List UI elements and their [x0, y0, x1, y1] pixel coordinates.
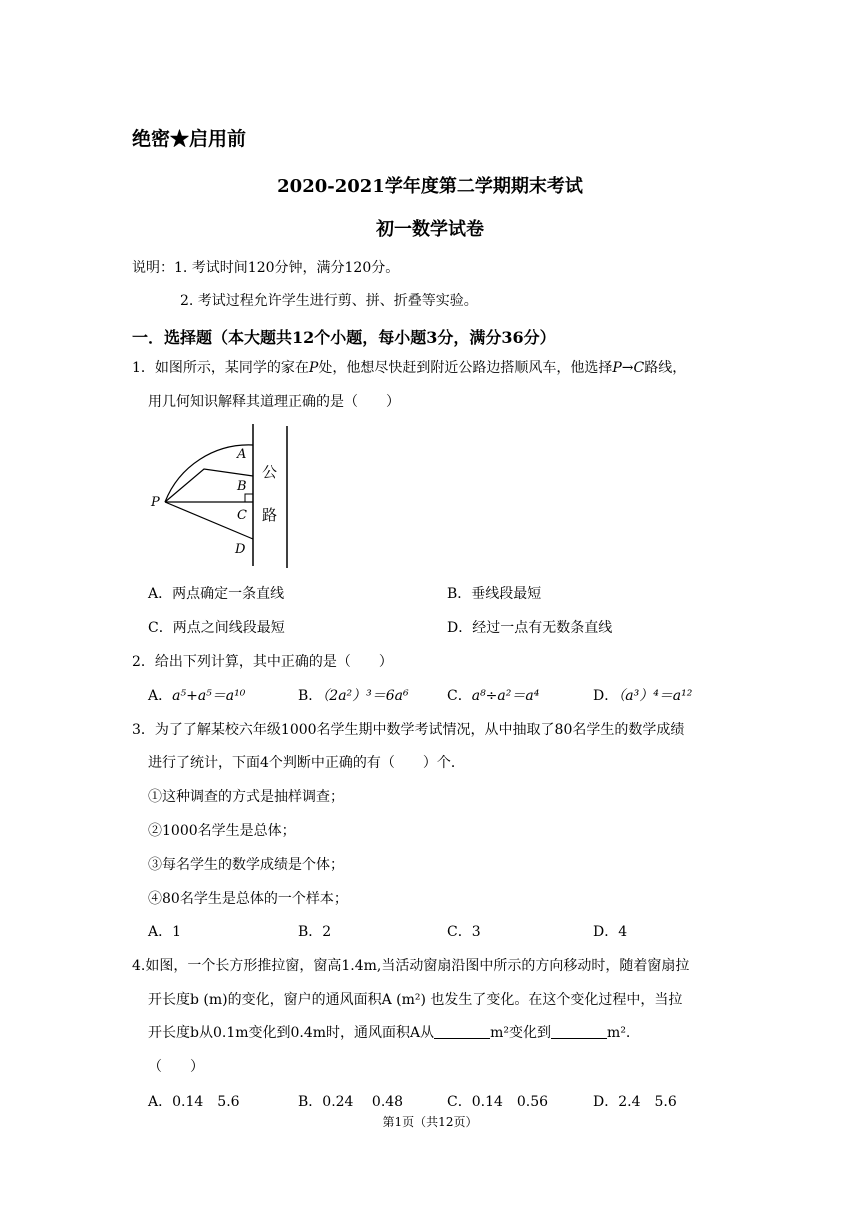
q3-option-c: C．3: [447, 924, 481, 940]
q2-option-b: B．（2a²）³＝6a⁶: [298, 688, 409, 704]
point-p-label: P: [151, 495, 160, 510]
q1-figure: [150, 424, 300, 574]
q1-text-b: 处，他想尽快赶到附近公路边搭顺风车，他选择: [318, 360, 613, 376]
q1-text-a: 1．如图所示，某同学的家在: [132, 360, 309, 376]
q1-stem-line2: 用几何知识解释其道理正确的是（ ）: [148, 394, 400, 410]
q3-stem-line1: 3．为了了解某校六年级1000名学生期中数学考试情况，从中抽取了80名学生的数学成绩: [132, 722, 685, 738]
q4-stem-line2: 开长度b (m)的变化，窗户的通风面积A (m²) 也发生了变化。在这个变化过程中，当拉: [148, 992, 683, 1008]
q3-option-a: A．1: [148, 924, 182, 940]
q4-stem-line4: （ ）: [148, 1059, 204, 1075]
q4-stem-line1: 4.如图，一个长方形推拉窗，窗高1.4m,当活动窗扇沿图中所示的方向移动时，随着窗扇拉: [132, 958, 690, 974]
q3-item-3: ③每名学生的数学成绩是个体；: [148, 857, 344, 873]
point-b-label: B: [237, 479, 247, 494]
q3-item-4: ④80名学生是总体的一个样本；: [148, 891, 348, 907]
exam-subtitle: 初一数学试卷: [376, 219, 484, 240]
q4-option-b: B．0.24 0.48: [298, 1094, 404, 1110]
q1-point-p: P: [308, 360, 319, 376]
point-c-label: C: [237, 508, 247, 523]
q1-option-d: D．经过一点有无数条直线: [447, 620, 613, 636]
q3-option-d: D．4: [593, 924, 628, 940]
page-footer: 第1页（共12页）: [382, 1115, 478, 1129]
notes-label: 说明：: [132, 260, 174, 276]
road-char-2: 路: [262, 506, 278, 524]
notes-line-1: [132, 258, 399, 278]
secret-label: 绝密★启用前: [132, 128, 247, 150]
q2-option-d: D．（a³）⁴＝a¹²: [593, 688, 693, 704]
q4-option-d: D．2.4 5.6: [593, 1094, 677, 1110]
q4-option-a: A．0.14 5.6: [148, 1094, 240, 1110]
q1-text-c: 路线，: [644, 360, 687, 376]
exam-title: 2020-2021学年度第二学期期末考试: [277, 176, 583, 197]
q4-option-c: C．0.14 0.56: [447, 1094, 549, 1110]
q1-stem-line1: [132, 358, 686, 378]
section-heading: 一．选择题（本大题共12个小题，每小题3分，满分36分）: [132, 328, 556, 347]
q3-item-2: ②1000名学生是总体；: [148, 823, 296, 839]
q1-path: P→C: [612, 360, 645, 376]
q1-option-a: A．两点确定一条直线: [148, 586, 285, 602]
q1-option-b: B．垂线段最短: [447, 586, 542, 602]
blank-1: [434, 1024, 490, 1039]
right-angle-mark: [245, 494, 253, 502]
q3-option-b: B．2: [298, 924, 332, 940]
q2-stem: 2．给出下列计算，其中正确的是（ ）: [132, 654, 393, 670]
q1-option-c: C．两点之间线段最短: [148, 620, 285, 636]
blank-2: [551, 1024, 607, 1039]
point-a-label: A: [237, 447, 247, 462]
q3-stem-line2: 进行了统计，下面4个判断中正确的有（ ）个．: [148, 755, 465, 771]
road-char-1: 公: [262, 463, 278, 481]
q3-item-1: ①这种调查的方式是抽样调查；: [148, 789, 344, 805]
note-2: 2. 考试过程允许学生进行剪、拼、折叠等实验。: [180, 293, 478, 309]
q4-stem-line3: 开长度b从0.1m变化到0.4m时，通风面积A从 m²变化到 m².: [148, 1025, 631, 1041]
note-1: 1. 考试时间120分钟，满分120分。: [174, 260, 400, 276]
q2-option-c: C．a⁸÷a²＝a⁴: [447, 688, 540, 704]
point-d-label: D: [235, 542, 246, 557]
q2-option-a: A．a⁵+a⁵＝a¹⁰: [148, 688, 246, 704]
